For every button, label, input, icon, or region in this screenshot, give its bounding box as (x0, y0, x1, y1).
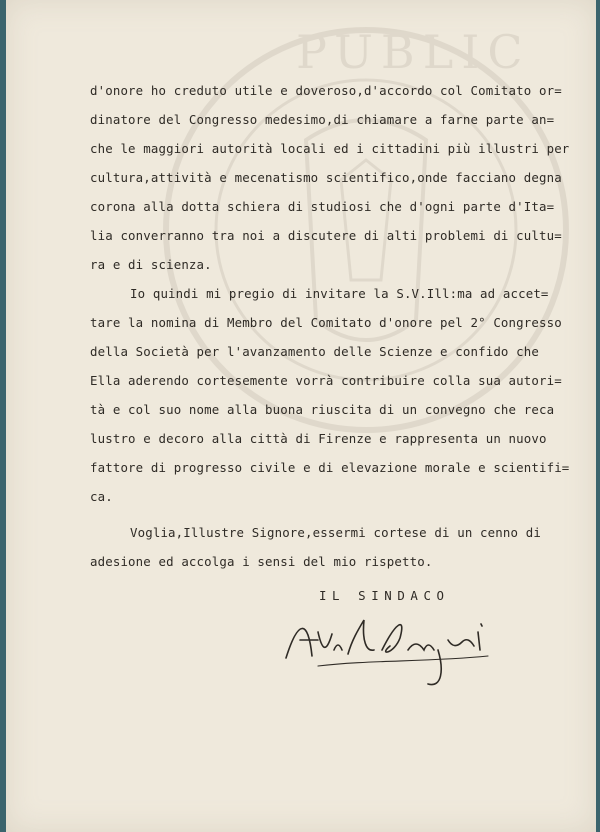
letter-line-15: ca. (90, 489, 113, 504)
letter-line-7: ra e di scienza. (90, 257, 212, 272)
letter-line-1: d'onore ho creduto utile e doveroso,d'accordo col Comitato or= (90, 83, 562, 98)
letter-line-13: lustro e decoro alla città di Firenze e rappresenta un nuovo (90, 431, 547, 446)
scan-edge-right (596, 0, 600, 832)
letter-line-12: tà e col suo nome alla buona riuscita di un convegno che reca (90, 402, 555, 417)
letter-line-14: fattore di progresso civile e di elevazione morale e scientifi= (90, 460, 570, 475)
letter-line-10: della Società per l'avanzamento delle Scienze e confido che (90, 344, 539, 359)
letter-line-16: Voglia,Illustre Signore,essermi cortese di un cenno di (130, 525, 541, 540)
letter-line-4: cultura,attività e mecenatismo scientifico,onde facciano degna (90, 170, 562, 185)
letter-line-17: adesione ed accolga i sensi del mio rispetto. (90, 554, 433, 569)
closing-title: IL SINDACO (319, 588, 450, 603)
letter-line-11: Ella aderendo cortesemente vorrà contribuire colla sua autori= (90, 373, 562, 388)
letter-line-9: tare la nomina di Membro del Comitato d'onore pel 2° Congresso (90, 315, 562, 330)
letter-line-5: corona alla dotta schiera di studiosi che d'ogni parte d'Ita= (90, 199, 555, 214)
svg-text:PUBLIC: PUBLIC (296, 25, 531, 79)
letter-line-6: lia converranno tra noi a discutere di alti problemi di cultu= (90, 228, 562, 243)
letter-page (6, 0, 596, 832)
letter-line-2: dinatore del Congresso medesimo,di chiamare a farne parte an= (90, 112, 555, 127)
handwritten-signature (278, 610, 508, 690)
letter-line-8: Io quindi mi pregio di invitare la S.V.Ill:ma ad accet= (130, 286, 549, 301)
letter-line-3: che le maggiori autorità locali ed i cittadini più illustri per (90, 141, 570, 156)
